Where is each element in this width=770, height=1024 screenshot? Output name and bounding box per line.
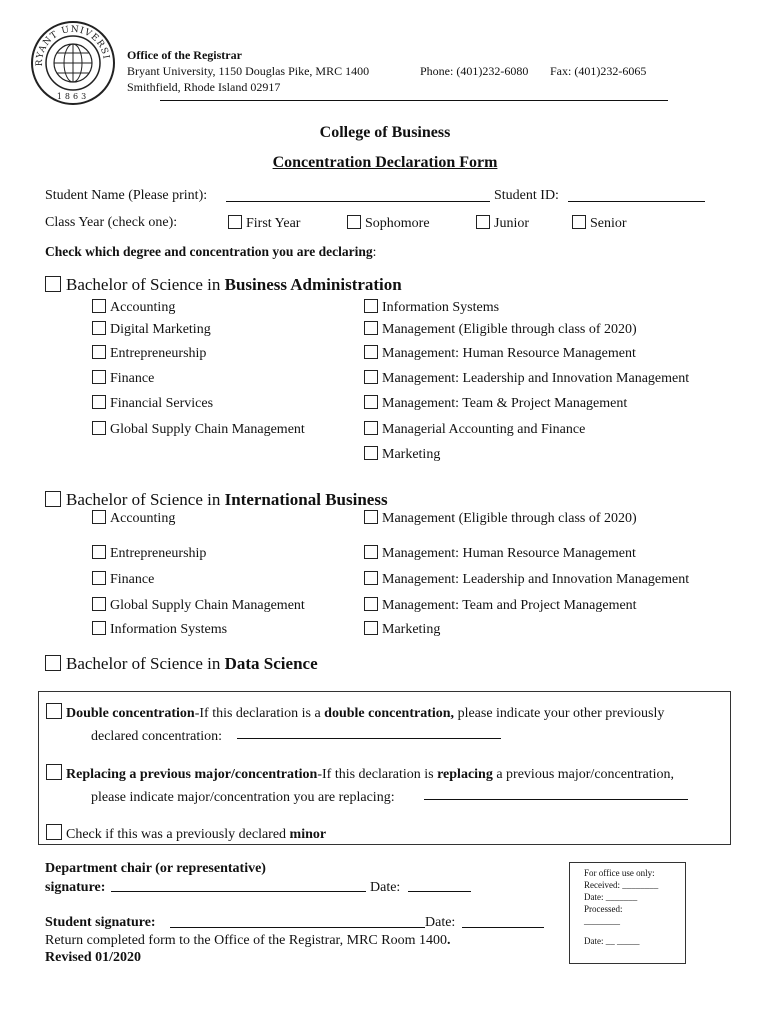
return-instruction: Return completed form to the Office of the Registrar, MRC Room 1400. xyxy=(45,933,451,948)
university-seal xyxy=(30,20,116,106)
class-year-sophomore[interactable]: Sophomore xyxy=(347,215,430,232)
checkbox[interactable] xyxy=(364,621,378,635)
class-year-label: Class Year (check one): xyxy=(45,215,178,230)
checkbox[interactable] xyxy=(364,421,378,435)
bsba-conc-left-3[interactable]: Finance xyxy=(92,370,154,387)
bsib-conc-right-3[interactable]: Management: Team and Project Management xyxy=(364,597,637,614)
previous-minor-option[interactable]: Check if this was a previously declared minor xyxy=(46,824,326,843)
bsba-conc-right-0[interactable]: Information Systems xyxy=(364,299,499,316)
bsib-conc-left-0[interactable]: Accounting xyxy=(92,510,175,527)
bsba-conc-left-4[interactable]: Financial Services xyxy=(92,395,213,412)
replacing-option[interactable]: Replacing a previous major/concentration-If this declaration is replacing a previous major/concentration, xyxy=(46,764,674,783)
checkbox[interactable] xyxy=(92,597,106,611)
checkbox[interactable] xyxy=(92,299,106,313)
double-concentration-prompt: declared concentration: xyxy=(91,729,222,744)
checkbox[interactable] xyxy=(364,571,378,585)
address-line-1: Bryant University, 1150 Douglas Pike, MRC 1400 xyxy=(127,64,370,78)
checkbox[interactable] xyxy=(92,395,106,409)
office-use-box xyxy=(569,862,686,964)
svg-text:BRYANT UNIVERSITY xyxy=(30,20,111,66)
checkbox[interactable] xyxy=(364,299,378,313)
office-use-title: For office use only: xyxy=(584,868,655,878)
replacing-field[interactable] xyxy=(424,799,688,800)
checkbox[interactable] xyxy=(364,345,378,359)
office-date: Date: _______ xyxy=(584,892,638,902)
double-concentration-field[interactable] xyxy=(237,738,501,739)
office-date-2: Date: __ _____ xyxy=(584,936,640,946)
dept-chair-label: Department chair (or representative) xyxy=(45,861,266,876)
instruction: Check which degree and concentration you are declaring: xyxy=(45,244,377,259)
checkbox[interactable] xyxy=(476,215,490,229)
class-year-senior[interactable]: Senior xyxy=(572,215,627,232)
checkbox[interactable] xyxy=(46,764,62,780)
checkbox[interactable] xyxy=(92,370,106,384)
student-id-field[interactable] xyxy=(568,201,705,202)
dept-date-field[interactable] xyxy=(408,891,471,892)
dept-signature-field[interactable] xyxy=(111,891,366,892)
checkbox[interactable] xyxy=(364,395,378,409)
checkbox[interactable] xyxy=(92,545,106,559)
bsib-conc-right-2[interactable]: Management: Leadership and Innovation Management xyxy=(364,571,689,588)
student-id-label: Student ID: xyxy=(494,188,559,203)
checkbox[interactable] xyxy=(572,215,586,229)
class-year-first[interactable]: First Year xyxy=(228,215,300,232)
office-processed-line: ________ xyxy=(584,916,620,926)
bsba-conc-left-0[interactable]: Accounting xyxy=(92,299,175,316)
bsib-conc-right-1[interactable]: Management: Human Resource Management xyxy=(364,545,636,562)
checkbox[interactable] xyxy=(364,545,378,559)
phone: Phone: (401)232-6080 xyxy=(420,64,529,78)
bsba-conc-left-5[interactable]: Global Supply Chain Management xyxy=(92,421,305,438)
bsib-conc-left-1[interactable]: Entrepreneurship xyxy=(92,545,206,562)
bsib-conc-left-2[interactable]: Finance xyxy=(92,571,154,588)
office-received: Received: ________ xyxy=(584,880,659,890)
checkbox[interactable] xyxy=(364,370,378,384)
bsib-conc-left-4[interactable]: Information Systems xyxy=(92,621,227,638)
address-line-2: Smithfield, Rhode Island 02917 xyxy=(127,80,281,94)
bsba-conc-right-4[interactable]: Management: Team & Project Management xyxy=(364,395,627,412)
header-rule xyxy=(160,100,668,101)
checkbox[interactable] xyxy=(364,597,378,611)
form-title: Concentration Declaration Form xyxy=(272,154,498,171)
checkbox[interactable] xyxy=(364,510,378,524)
revised-date: Revised 01/2020 xyxy=(45,950,142,965)
checkbox[interactable] xyxy=(92,421,106,435)
checkbox[interactable] xyxy=(92,321,106,335)
bsba-conc-right-2[interactable]: Management: Human Resource Management xyxy=(364,345,636,362)
bsba-conc-right-5[interactable]: Managerial Accounting and Finance xyxy=(364,421,585,438)
bsba-conc-right-1[interactable]: Management (Eligible through class of 2020) xyxy=(364,321,637,338)
fax: Fax: (401)232-6065 xyxy=(550,64,647,78)
student-date-field[interactable] xyxy=(462,927,544,928)
dept-signature-label: signature: xyxy=(45,880,106,895)
student-signature-field[interactable] xyxy=(170,927,425,928)
student-name-field[interactable] xyxy=(226,201,490,202)
checkbox[interactable] xyxy=(92,510,106,524)
checkbox[interactable] xyxy=(45,276,61,292)
bsba-conc-right-6[interactable]: Marketing xyxy=(364,446,440,463)
office-processed: Processed: xyxy=(584,904,623,914)
checkbox[interactable] xyxy=(364,321,378,335)
double-concentration-option[interactable]: Double concentration-If this declaration is a double concentration, please indicate your other previously xyxy=(46,703,664,722)
dept-date-label: Date: xyxy=(370,880,401,895)
bsba-conc-left-2[interactable]: Entrepreneurship xyxy=(92,345,206,362)
student-signature-label: Student signature: xyxy=(45,915,156,930)
class-year-junior[interactable]: Junior xyxy=(476,215,529,232)
bsba-conc-right-3[interactable]: Management: Leadership and Innovation Management xyxy=(364,370,689,387)
checkbox[interactable] xyxy=(92,621,106,635)
checkbox[interactable] xyxy=(92,571,106,585)
degree-bsds[interactable]: Bachelor of Science in Data Science xyxy=(45,654,318,674)
checkbox[interactable] xyxy=(46,703,62,719)
checkbox[interactable] xyxy=(45,655,61,671)
checkbox[interactable] xyxy=(347,215,361,229)
seal-year: 1863 xyxy=(56,92,90,101)
checkbox[interactable] xyxy=(92,345,106,359)
replacing-prompt: please indicate major/concentration you are replacing: xyxy=(91,790,395,805)
bsib-conc-right-4[interactable]: Marketing xyxy=(364,621,440,638)
degree-bsba[interactable]: Bachelor of Science in Business Administration xyxy=(45,275,402,295)
bsba-conc-left-1[interactable]: Digital Marketing xyxy=(92,321,211,338)
student-date-label: Date: xyxy=(425,915,456,930)
seal-text: RYANT UNIVERSI xyxy=(34,24,111,67)
bsib-conc-left-3[interactable]: Global Supply Chain Management xyxy=(92,597,305,614)
college-title: College of Business xyxy=(319,124,451,141)
checkbox[interactable] xyxy=(228,215,242,229)
student-name-label: Student Name (Please print): xyxy=(45,188,208,203)
degree-bsib[interactable]: Bachelor of Science in International Business xyxy=(45,490,388,510)
checkbox[interactable] xyxy=(46,824,62,840)
bsib-conc-right-0[interactable]: Management (Eligible through class of 2020) xyxy=(364,510,637,527)
office-name: Office of the Registrar xyxy=(127,48,242,62)
checkbox[interactable] xyxy=(45,491,61,507)
checkbox[interactable] xyxy=(364,446,378,460)
